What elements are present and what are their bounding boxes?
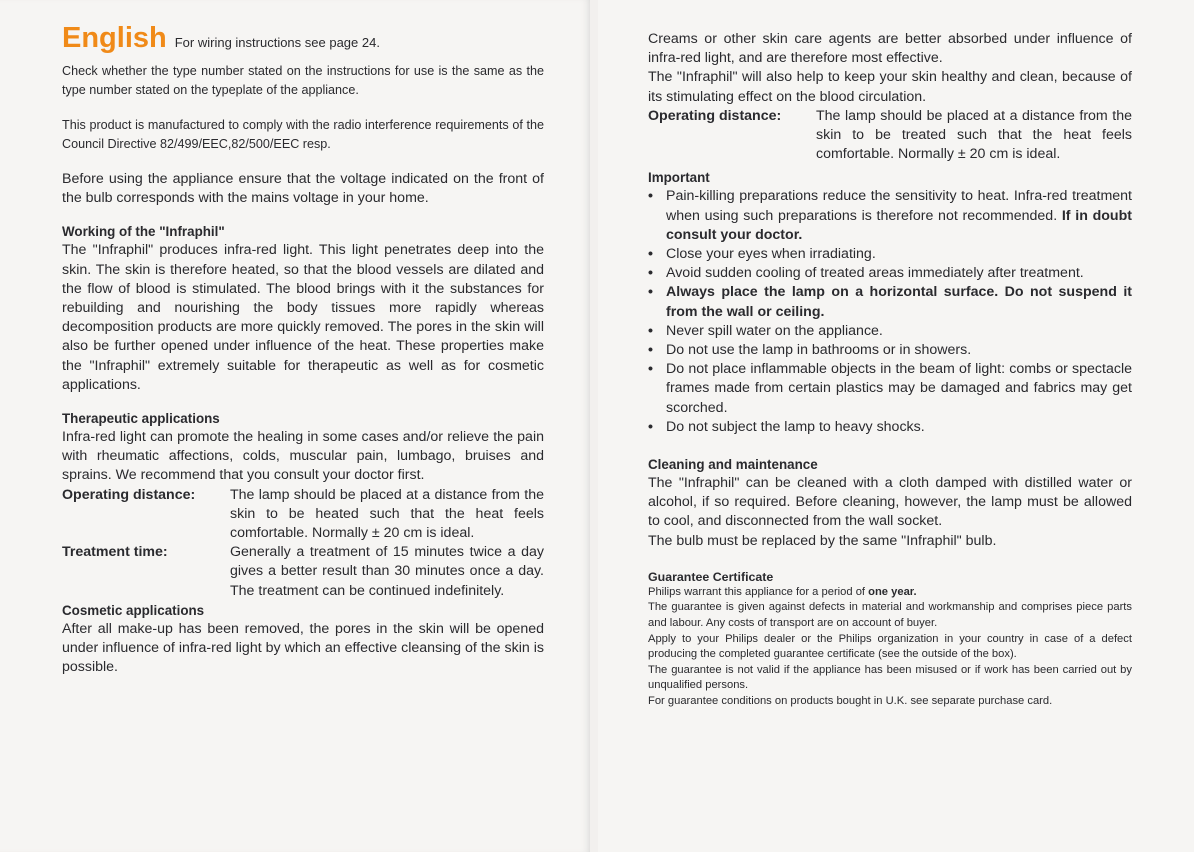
bullet-text: Do not subject the lamp to heavy shocks.: [666, 418, 925, 435]
bullet-glyph: •: [648, 342, 653, 359]
right-operating-distance-row: [648, 107, 1132, 165]
bullet-glyph: •: [648, 265, 653, 282]
bullet-text: Do not place inflammable objects in the beam of light: combs or spectacle frames made from certain plastics may be damaged and fabrics may get scorched.: [666, 361, 1132, 416]
treatment-time-row: [62, 543, 544, 601]
bullet-item: [648, 418, 1132, 437]
cosmetic-paragraph: After all make-up has been removed, the pores in the skin will be opened under influence of infra-red light by which an effective cleansing of the skin is possible.: [62, 620, 544, 676]
guarantee-period: [648, 585, 1132, 601]
guarantee-apply: Apply to your Philips dealer or the Philips organization in your country in case of a defect producing the completed guarantee certificate (see the outside of the box).: [648, 632, 1132, 661]
right-operating-distance-term: Operating distance:: [648, 107, 782, 124]
right-column: [648, 30, 1132, 710]
bullet-glyph: •: [648, 418, 653, 435]
guarantee-period-text: Philips warrant this appliance for a period of: [648, 585, 869, 598]
bullet-text: Avoid sudden cooling of treated areas immediately after treatment.: [666, 265, 1084, 282]
bulb-paragraph: The bulb must be replaced by the same "Infraphil" bulb.: [648, 532, 997, 549]
manufactured-paragraph: This product is manufactured to comply with the radio interference requirements of the Council Directive 82/499/EEC,82/500/EEC resp.: [62, 118, 544, 151]
right-operating-distance-desc: The lamp should be placed at a distance from the skin to be treated such that the heat feels comfortable. Normally ± 20 cm is ideal.: [816, 107, 1132, 163]
bullet-glyph: •: [648, 284, 653, 301]
creams-paragraph: Creams or other skin care agents are better absorbed under influence of infra-red light, and are therefore most effective.: [648, 31, 1132, 67]
bullet-bold-text: Always place the lamp on a horizontal surface. Do not suspend it from the wall or ceiling.: [666, 284, 1132, 320]
bullet-item: [648, 341, 1132, 360]
treatment-time-term: Treatment time:: [62, 544, 168, 561]
therapeutic-paragraph: Infra-red light can promote the healing in some cases and/or relieve the pain with rheumatic affections, colds, muscular pain, lumbago, bruises and sprains. We recommend that you consult your doctor first.: [62, 429, 544, 484]
guarantee-validity: The guarantee is not valid if the appliance has been misused or if work has been carried out by unqualified persons.: [648, 663, 1132, 692]
bullet-item: [648, 264, 1132, 283]
bullet-glyph: •: [648, 361, 653, 378]
bullet-glyph: •: [648, 246, 653, 263]
bullet-glyph: •: [648, 322, 653, 339]
right-page: [598, 0, 1194, 852]
cleaning-paragraph: The "Infraphil" can be cleaned with a cloth damped with distilled water or alcohol, if so required. Before cleaning, however, the lamp must be allowed to cool, and disconnected from the wall socket.: [648, 475, 1132, 530]
working-heading: Working of the "Infraphil": [62, 224, 225, 240]
operating-distance-term: Operating distance:: [62, 486, 196, 503]
wiring-note: For wiring instructions see page 24.: [174, 35, 380, 50]
bullet-item: [648, 187, 1132, 245]
guarantee-period-bold: one year.: [868, 585, 917, 598]
working-paragraph: The "Infraphil" produces infra-red light. This light penetrates deep into the skin. The skin is therefore heated, so that the blood vessels are dilated and the flow of blood is stimulated. The blood brings with it the substances for rebuilding and nourishing the body tissues more rapidly whereas decomposition products are more quickly removed. The pores in the skin will also be further opened under influence of the heat. These properties make the "Infraphil" extremely suitable for therapeutic as well as for cosmetic applications.: [62, 242, 544, 393]
operating-distance-desc: The lamp should be placed at a distance from the skin to be heated such that the heat feels comfortable. Normally ± 20 cm is ideal.: [230, 486, 544, 542]
left-column: [62, 22, 544, 677]
bullet-item: [648, 322, 1132, 341]
important-heading: Important: [648, 170, 710, 186]
guarantee-uk: For guarantee conditions on products bought in U.K. see separate purchase card.: [648, 695, 1053, 708]
operating-distance-row: [62, 486, 544, 544]
bullet-item: [648, 360, 1132, 418]
treatment-time-desc: Generally a treatment of 15 minutes twice a day gives a better result than 30 minutes once a day. The treatment can be continued indefinitely.: [230, 544, 544, 599]
left-page: [0, 0, 590, 852]
bullet-text: Pain-killing preparations reduce the sensitivity to heat. Infra-red treatment when using such preparations is therefore not recommended.: [666, 188, 1132, 224]
bullet-glyph: •: [648, 188, 653, 205]
cleaning-heading: Cleaning and maintenance: [648, 457, 818, 473]
check-paragraph: Check whether the type number stated on the instructions for use is the same as the type number stated on the typeplate of the appliance.: [62, 64, 544, 97]
cosmetic-heading: Cosmetic applications: [62, 602, 205, 618]
title-row: [62, 22, 544, 54]
therapeutic-heading: Therapeutic applications: [62, 411, 220, 427]
bullet-bold-text: If in doubt consult your doctor.: [666, 207, 1132, 243]
guarantee-coverage: The guarantee is given against defects in material and workmanship and comprises piece parts and labour. Any costs of transport are on account of buyer.: [648, 601, 1132, 630]
bullet-item: [648, 245, 1132, 264]
before-paragraph: Before using the appliance ensure that the voltage indicated on the front of the bulb corresponds with the mains voltage in your home.: [62, 171, 544, 207]
bullet-item: [648, 283, 1132, 321]
bullet-text: Close your eyes when irradiating.: [666, 246, 876, 263]
healthy-paragraph: The "Infraphil" will also help to keep your skin healthy and clean, because of its stimulating effect on the blood circulation.: [648, 69, 1132, 105]
bullet-text: Never spill water on the appliance.: [666, 322, 883, 339]
guarantee-heading: Guarantee Certificate: [648, 569, 774, 584]
language-title: English: [62, 22, 167, 54]
bullet-text: Do not use the lamp in bathrooms or in showers.: [666, 342, 972, 359]
